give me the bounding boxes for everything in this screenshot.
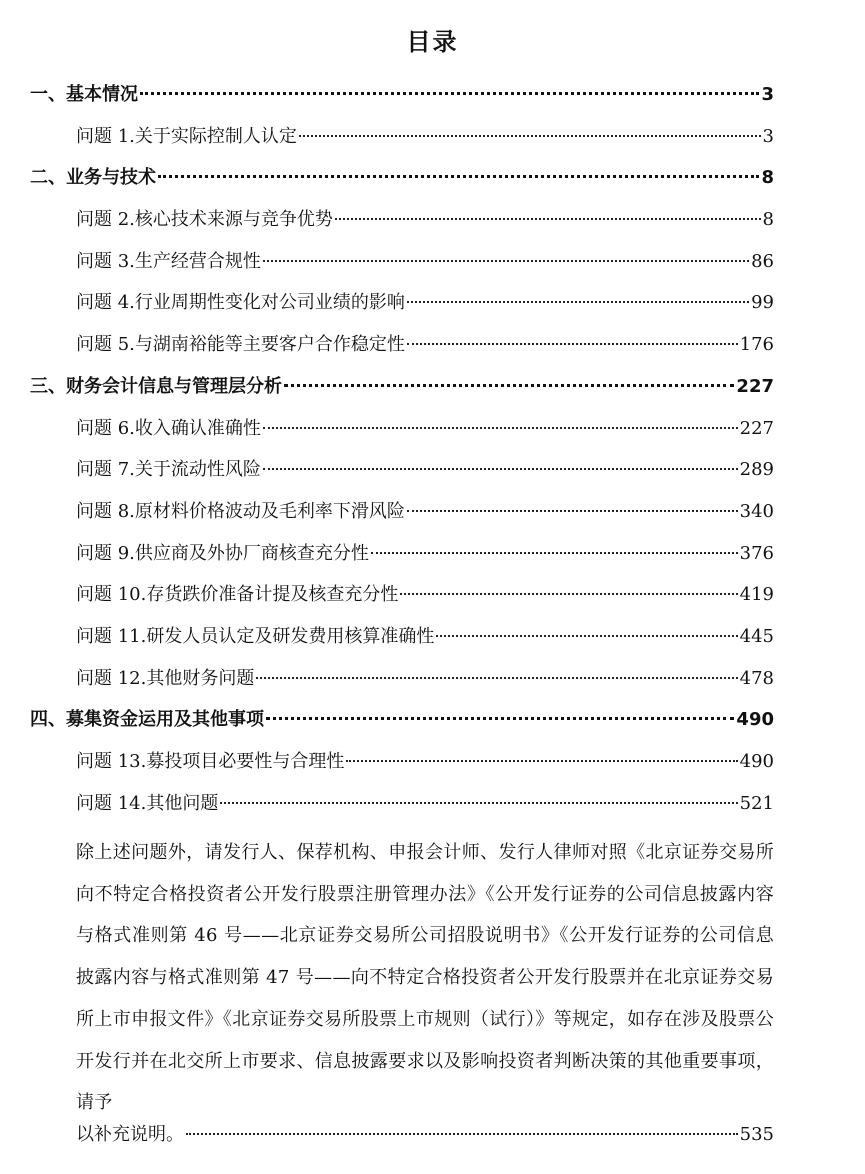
toc-item-row[interactable] <box>30 789 774 831</box>
toc-entry-label: 问题 7.关于流动性风险 <box>76 459 261 481</box>
toc-entry-label: 问题 14.其他问题 <box>76 792 219 814</box>
dot-leader <box>220 802 737 804</box>
toc-entry-label: 问题 12.其他财务问题 <box>76 667 255 689</box>
toc-entry-label: 问题 11.研发人员认定及研发费用核算准确性 <box>76 625 435 647</box>
toc-page-number: 227 <box>736 375 774 397</box>
toc-page-number: 176 <box>739 334 774 356</box>
toc-section-row[interactable] <box>30 372 774 414</box>
toc-page-number: 478 <box>739 667 774 689</box>
toc-item-row[interactable] <box>30 497 774 539</box>
toc-item-row[interactable] <box>30 622 774 664</box>
dot-leader <box>407 510 738 512</box>
closing-paragraph: 除上述问题外，请发行人、保荐机构、申报会计师、发行人律师对照《北京证券交易所向不特定合格投资者公开发行股票注册管理办法》《公开发行证券的公司信息披露内容与格式准则第 46 号——北京证券交易所公司招股说明书》《公开发行证券的公司信息披露内容与格式准则第 47 号——向不特定合格投资者公开发行股票并在北京证券交易所上市申报文件》《北京证券交易所股票上市规则（试行）》等规定，如存在涉及股票公开发行并在北交所上市要求、信息披露要求以及影响投资者判断决策的其他重要事项，请予 <box>76 842 774 1114</box>
dot-leader <box>371 552 738 554</box>
toc-page-number: 445 <box>739 625 774 647</box>
toc-entry-label: 二、业务与技术 <box>30 167 156 189</box>
dot-leader <box>299 135 761 137</box>
toc-page-number: 490 <box>739 751 774 772</box>
toc-entry-label: 问题 13.募投项目必要性与合理性 <box>76 751 345 772</box>
toc-page-number: 376 <box>739 542 774 564</box>
dot-leader <box>256 677 737 679</box>
toc-page-number: 8 <box>761 167 774 189</box>
toc-page-number: 3 <box>762 125 774 147</box>
toc-entry-label: 一、基本情况 <box>30 84 138 105</box>
toc-page-number: 3 <box>761 84 774 105</box>
toc-entry-label: 问题 6.收入确认准确性 <box>76 417 261 439</box>
dot-leader <box>346 760 737 762</box>
dot-leader <box>284 384 734 387</box>
dot-leader <box>407 301 749 303</box>
toc-item-row[interactable] <box>30 539 774 581</box>
toc-page-number: 340 <box>739 500 774 522</box>
toc-entry-label: 问题 1.关于实际控制人认定 <box>76 125 297 147</box>
toc-page-number: 86 <box>751 250 774 272</box>
dot-leader <box>335 218 761 220</box>
dot-leader <box>436 635 737 637</box>
toc-item-row[interactable] <box>30 747 774 789</box>
toc-item-row[interactable] <box>30 122 774 164</box>
dot-leader <box>186 1133 738 1135</box>
toc-item-row[interactable] <box>30 288 774 330</box>
toc-entry-label: 问题 5.与湖南裕能等主要客户合作稳定性 <box>76 334 405 356</box>
page-title: 目录 <box>406 28 459 56</box>
toc-entry-label: 问题 10.存货跌价准备计提及核查充分性 <box>76 584 399 606</box>
toc-entry-label: 问题 4.行业周期性变化对公司业绩的影响 <box>76 292 405 314</box>
toc-item-row[interactable] <box>30 414 774 456</box>
toc-page-number: 8 <box>762 209 774 231</box>
toc-item-row[interactable] <box>30 330 774 372</box>
dot-leader <box>158 175 759 178</box>
toc-item-row[interactable] <box>30 580 774 622</box>
toc-page-number: 289 <box>739 459 774 481</box>
toc-page-number: 227 <box>739 417 774 439</box>
toc-entry-label: 问题 2.核心技术来源与竞争优势 <box>76 209 333 231</box>
toc-section-row[interactable] <box>30 163 774 205</box>
toc-entry-label: 四、募集资金运用及其他事项 <box>30 709 264 731</box>
toc-page-number: 490 <box>736 709 774 731</box>
dot-leader <box>263 260 749 262</box>
closing-last-line[interactable] <box>76 1120 774 1162</box>
dot-leader <box>263 427 738 429</box>
toc-section-row[interactable] <box>30 80 774 122</box>
toc-item-row[interactable] <box>30 664 774 706</box>
toc-item-row[interactable] <box>30 455 774 497</box>
dot-leader <box>266 717 734 720</box>
toc-page-number: 99 <box>751 292 774 314</box>
toc-entry-label: 问题 8.原材料价格波动及毛利率下滑风险 <box>76 500 405 522</box>
toc-entry-label: 问题 3.生产经营合规性 <box>76 250 261 272</box>
toc-section-row[interactable] <box>30 705 774 747</box>
toc-entry-label: 问题 9.供应商及外协厂商核查充分性 <box>76 542 369 564</box>
toc-item-row[interactable] <box>30 205 774 247</box>
toc-item-row[interactable] <box>30 247 774 289</box>
toc-entry-label: 三、财务会计信息与管理层分析 <box>30 375 282 397</box>
closing-last-text: 以补充说明。 <box>76 1124 184 1145</box>
dot-leader <box>140 92 759 95</box>
toc-list <box>30 80 774 830</box>
dot-leader <box>400 593 737 595</box>
dot-leader <box>407 343 738 345</box>
toc-page-number: 521 <box>739 792 774 814</box>
dot-leader <box>263 468 738 470</box>
toc-page-number: 419 <box>739 584 774 606</box>
closing-page-number: 535 <box>739 1124 774 1145</box>
